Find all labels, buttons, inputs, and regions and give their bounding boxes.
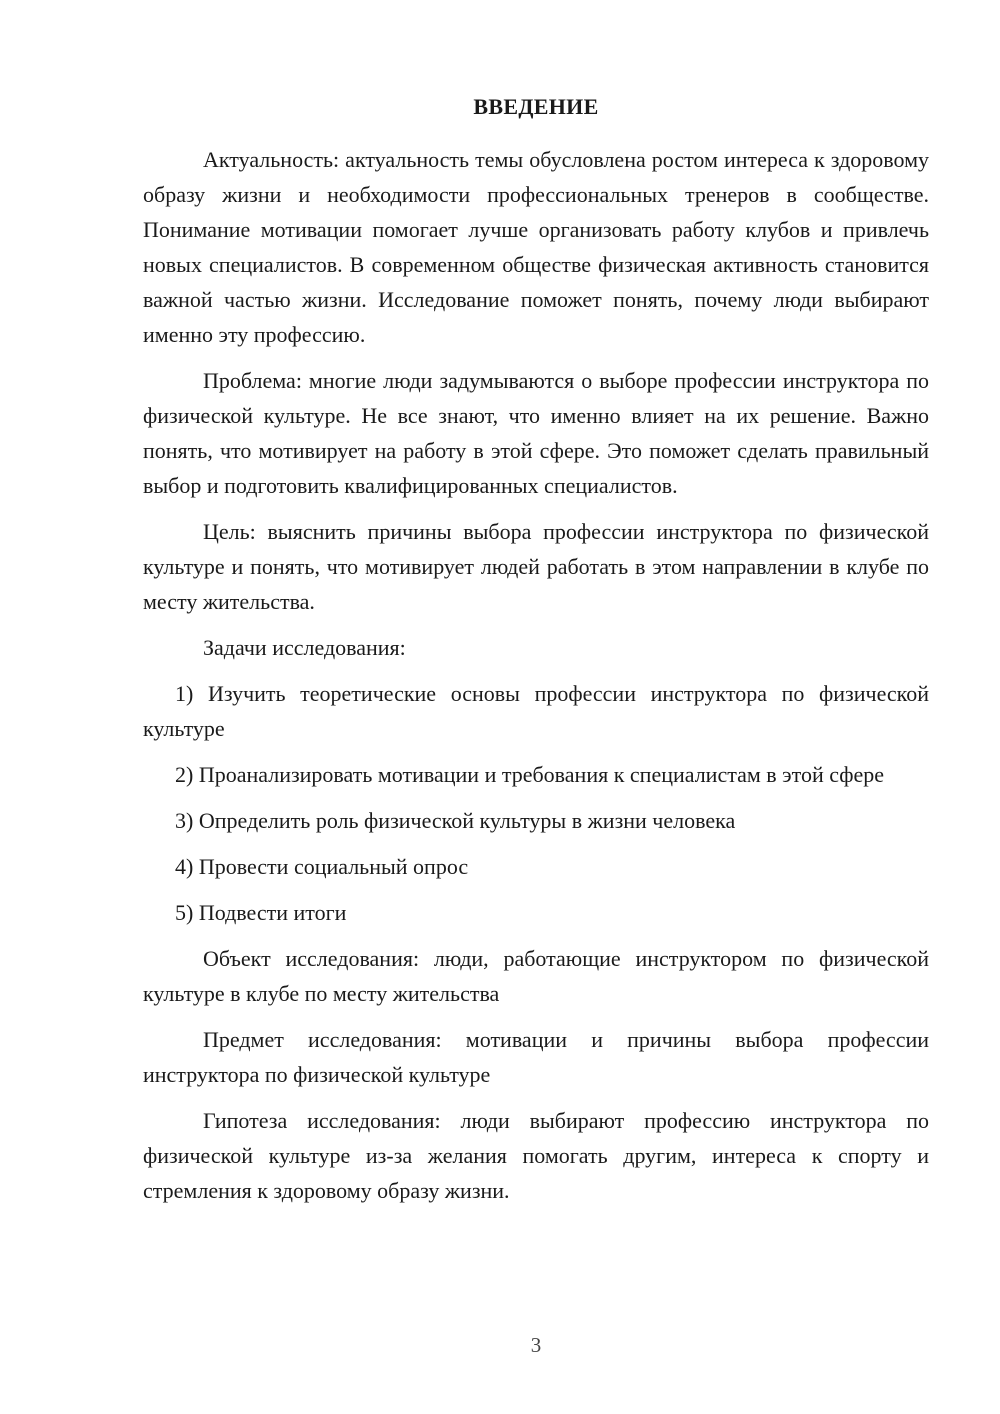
paragraph-goal: Цель: выяснить причины выбора профессии инструктора по физической культуре и понять, что мотивирует людей работать в этом направлении в клубе по месту жительства. (143, 519, 929, 614)
paragraph-hypothesis: Гипотеза исследования: люди выбирают профессию инструктора по физической культуре из-за желания помогать другим, интереса к спорту и стремления к здоровому образу жизни. (143, 1108, 929, 1203)
document-page (143, 0, 929, 1414)
paragraph-tasks-intro: Задачи исследования: (203, 635, 406, 660)
document-body (143, 142, 929, 1219)
paragraph-problem: Проблема: многие люди задумываются о выборе профессии инструктора по физической культуре. Не все знают, что именно влияет на их решение. Важно понять, что мотивирует на работу в этой сфере. Это поможет сделать правильный выбор и подготовить квалифицированных специалистов. (143, 368, 929, 498)
task-item-4: 4) Провести социальный опрос (175, 854, 469, 879)
task-item-2: 2) Проанализировать мотивации и требования к специалистам в этой сфере (175, 762, 885, 787)
paragraph-subject: Предмет исследования: мотивации и причины выбора профессии инструктора по физической культуре (143, 1027, 929, 1087)
task-item-5: 5) Подвести итоги (175, 900, 347, 925)
task-item-3: 3) Определить роль физической культуры в жизни человека (175, 808, 736, 833)
task-item-1: 1) Изучить теоретические основы профессии инструктора по физической культуре (143, 681, 929, 741)
page-number: 3 (530, 1333, 542, 1357)
paragraph-object: Объект исследования: люди, работающие инструктором по физической культуре в клубе по месту жительства (143, 946, 929, 1006)
paragraph-relevance: Актуальность: актуальность темы обусловлена ростом интереса к здоровому образу жизни и необходимости профессиональных тренеров в сообществе. Понимание мотивации помогает лучше организовать работу клубов и привлечь новых специалистов. В современном обществе физическая активность становится важной частью жизни. Исследование поможет понять, почему люди выбирают именно эту профессию. (143, 147, 929, 347)
page-title: ВВЕДЕНИЕ (473, 94, 599, 119)
